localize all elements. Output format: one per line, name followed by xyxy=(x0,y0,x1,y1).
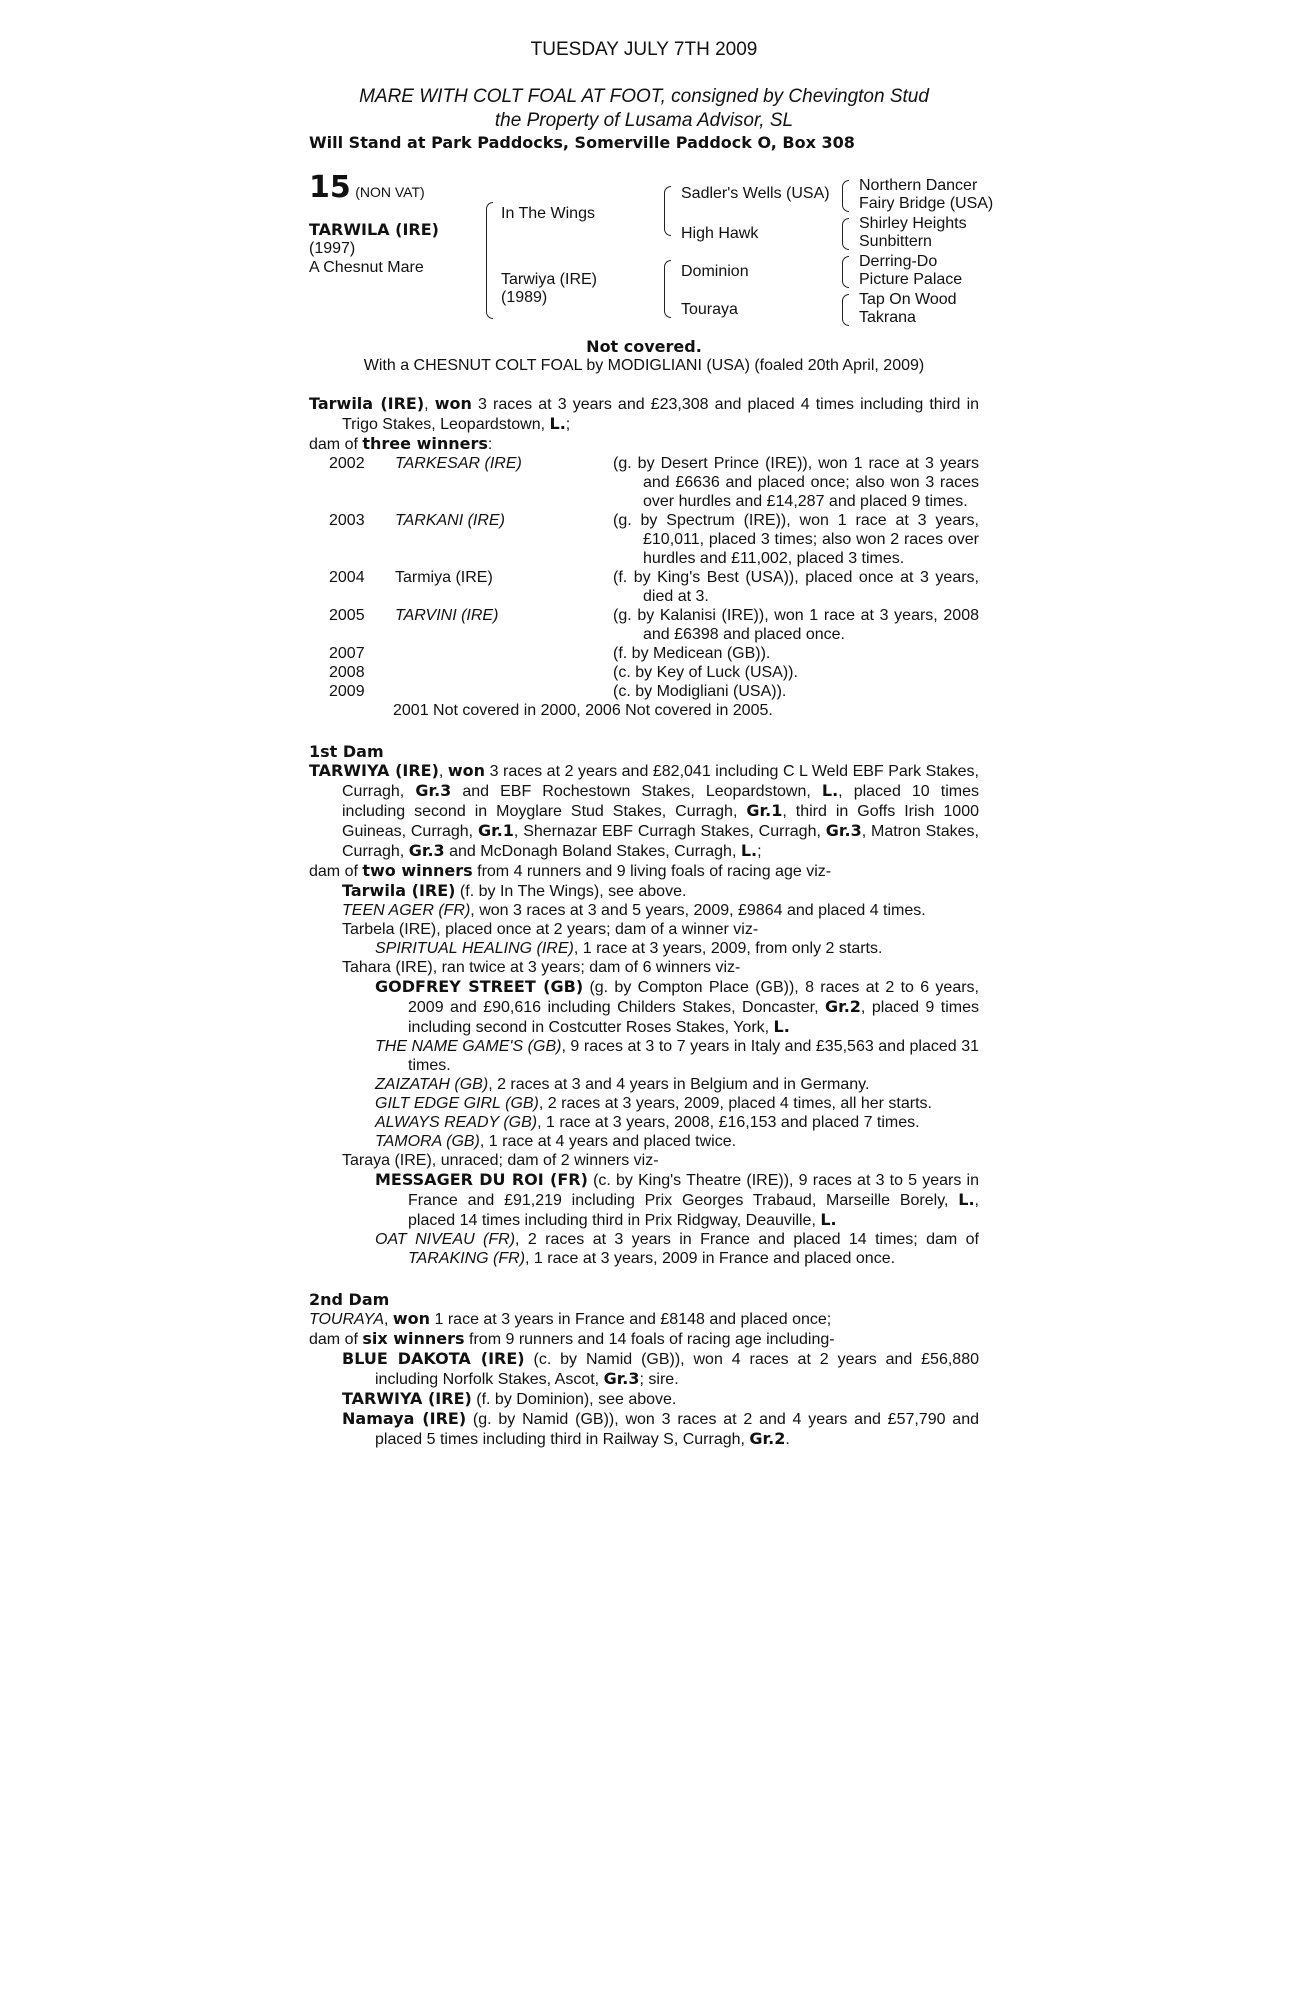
produce-desc: (c. by Key of Luck (USA)). xyxy=(613,664,798,681)
produce-text: (g. by Compton Place (GB)), 8 races at 2 to 6 years, 2009 and £90,616 including Childers Stakes, Doncaster, xyxy=(408,979,980,1016)
grade: Gr.3 xyxy=(603,1369,640,1388)
dam-dam: Touraya xyxy=(681,301,738,318)
sire-line-brace xyxy=(664,186,671,236)
produce-text: (f. by In The Wings), see above. xyxy=(455,883,687,900)
produce-name: ALWAYS READY (GB) xyxy=(375,1114,538,1131)
dam-line-brace xyxy=(664,260,671,318)
dam-of-label: dam of xyxy=(309,863,363,880)
grade: Gr.1 xyxy=(477,821,514,840)
horse-year: (1997) xyxy=(309,240,356,257)
first-dam-record: TARWIYA (IRE), won 3 races at 2 years and £82,041 including C L Weld EBF Park Stakes, Curragh, Gr.3 and EBF Rochestown Stakes, Leopardstown, L., placed 10 times including second in Moyglare Stud Stakes, Curragh, Gr.1, third in Goffs Irish 1000 Guineas, Curragh, Gr.1, Shernazar EBF Curragh Stakes, Curragh, Gr.3, Matron Stakes, Curragh, Gr.3 and McDonagh Boland Stakes, Curragh, L.; xyxy=(309,761,980,860)
consignment-line-2: the Property of Lusama Advisor, SL xyxy=(494,110,794,131)
grade: L. xyxy=(958,1190,975,1209)
grade: Gr.2 xyxy=(749,1429,786,1448)
produce-name: MESSAGER DU ROI (FR) xyxy=(375,1170,588,1189)
produce-desc: (g. by Desert Prince (IRE)), won 1 race at 3 years and £6636 and placed once; also won 3 races over hurdles and £14,287 and placed 9 times. xyxy=(613,455,979,510)
stand-location: Will Stand at Park Paddocks, Somerville Paddock O, Box 308 xyxy=(309,133,855,152)
sd-brace xyxy=(842,218,849,250)
record-text: and McDonagh Boland Stakes, Curragh, xyxy=(444,843,741,860)
produce-text: , 2 races at 3 and 4 years in Belgium and in Germany. xyxy=(488,1076,870,1093)
grade: Gr.1 xyxy=(746,801,783,820)
dam-of-label: dam of xyxy=(309,436,363,453)
horse-name: TARWILA (IRE) xyxy=(309,220,439,239)
winners-colon: : xyxy=(487,436,493,453)
produce-name: Tarwila (IRE) xyxy=(342,881,456,900)
produce-name: TEEN AGER (FR) xyxy=(342,902,471,919)
produce-name: GODFREY STREET (GB) xyxy=(375,977,584,996)
sire-name: In The Wings xyxy=(501,205,595,222)
winners-count: six winners xyxy=(362,1329,465,1348)
record-text: 3 races at 2 years and £82,041 including C L Weld EBF Park Stakes, Curragh, xyxy=(342,763,980,800)
sire-dam: High Hawk xyxy=(681,225,759,242)
record-semicolon: ; xyxy=(565,416,571,433)
ss-brace xyxy=(842,180,849,212)
grade: L. xyxy=(821,781,839,800)
produce-sub-entry xyxy=(309,977,979,1037)
produce-text: , placed 14 times including third in Prix Ridgway, Deauville, xyxy=(408,1192,979,1229)
second-dam-name: TOURAYA xyxy=(309,1311,384,1328)
record-text: and EBF Rochestown Stakes, Leopardstown, xyxy=(451,783,822,800)
horse-description: A Chesnut Mare xyxy=(309,259,424,276)
produce-name: GILT EDGE GIRL (GB) xyxy=(375,1095,539,1112)
dam-dam-dam: Takrana xyxy=(859,309,916,326)
produce-name xyxy=(395,644,613,663)
dam-year: (1989) xyxy=(501,289,548,306)
record-text: 1 race at 3 years in France and £8148 and placed once; xyxy=(430,1311,832,1328)
sale-date: TUESDAY JULY 7TH 2009 xyxy=(530,39,758,60)
produce-note: 2001 Not covered in 2000, 2006 Not covered in 2005. xyxy=(393,702,773,719)
produce-entry xyxy=(309,881,979,901)
produce-text: , won 3 races at 3 and 5 years, 2009, £9864 and placed 4 times. xyxy=(470,902,926,919)
produce-entry xyxy=(309,1389,979,1409)
sire-dam-brace xyxy=(486,202,493,319)
produce-sub-entry xyxy=(309,939,979,958)
produce-year: 2004 xyxy=(329,569,365,586)
produce-name: TARKESAR (IRE) xyxy=(395,455,522,472)
first-dam-name: TARWIYA (IRE) xyxy=(309,761,439,780)
dam-sire-dam: Picture Palace xyxy=(859,271,963,288)
produce-table xyxy=(309,454,979,701)
summary-text: from 4 runners and 9 living foals of racing age viz- xyxy=(472,863,832,880)
grade: Gr.3 xyxy=(408,841,445,860)
produce-entry xyxy=(309,1409,979,1449)
pedigree-block xyxy=(309,170,994,333)
produce-text: (c. by Namid (GB)), won 4 races at 2 years and £56,880 including Norfolk Stakes, Ascot, xyxy=(375,1351,979,1388)
produce-text: , 1 race at 4 years and placed twice. xyxy=(479,1133,737,1150)
produce-name: ZAIZATAH (GB) xyxy=(375,1076,489,1093)
lot-header xyxy=(309,170,425,205)
dam-of-line xyxy=(309,434,979,454)
produce-year: 2007 xyxy=(329,645,365,662)
produce-entry: Tarbela (IRE), placed once at 2 years; dam of a winner viz- xyxy=(342,921,759,938)
record-won: won xyxy=(434,394,472,413)
consignment-line-1: MARE WITH COLT FOAL AT FOOT, consigned by Chevington Stud xyxy=(359,86,929,107)
sire-sire-dam: Fairy Bridge (USA) xyxy=(859,195,994,212)
grade: L. xyxy=(820,1210,837,1229)
dam-sire: Dominion xyxy=(681,263,749,280)
produce-entry xyxy=(309,1349,979,1389)
dam-name: Tarwiya (IRE) xyxy=(501,271,598,288)
produce-name: SPIRITUAL HEALING (IRE) xyxy=(375,940,574,957)
produce-desc: (f. by Medicean (GB)). xyxy=(613,645,771,662)
produce-entry xyxy=(309,901,979,920)
horse-details xyxy=(309,220,439,277)
first-dam-heading: 1st Dam xyxy=(309,742,384,761)
produce-name: BLUE DAKOTA (IRE) xyxy=(342,1349,525,1368)
produce-year: 2005 xyxy=(329,607,365,624)
produce-text: , 1 race at 3 years, 2008, £16,153 and placed 7 times. xyxy=(537,1114,920,1131)
sire-sire-sire: Northern Dancer xyxy=(859,177,978,194)
produce-name xyxy=(395,682,613,701)
produce-name xyxy=(395,663,613,682)
winners-count: three winners xyxy=(362,434,488,453)
ds-brace xyxy=(842,256,849,288)
produce-sub-entry xyxy=(309,1094,979,1113)
produce-desc: (c. by Modigliani (USA)). xyxy=(613,683,787,700)
grade: Gr.3 xyxy=(415,781,452,800)
race-record: Tarwila (IRE), won 3 races at 3 years and £23,308 and placed 4 times including third in Trigo Stakes, Leopardstown, L.; xyxy=(309,394,980,433)
produce-desc: (g. by Kalanisi (IRE)), won 1 race at 3 years, 2008 and £6398 and placed once. xyxy=(613,607,979,643)
record-text: ; xyxy=(757,843,762,860)
produce-sub-entry xyxy=(309,1230,979,1268)
record-listed: L. xyxy=(549,414,566,433)
record-text: , Shernazar EBF Curragh Stakes, Curragh, xyxy=(513,823,826,840)
produce-text: , 2 races at 3 years in France and placed 14 times; dam of xyxy=(515,1231,979,1248)
produce-name: THE NAME GAME'S (GB) xyxy=(375,1038,562,1055)
produce-sub-entry xyxy=(309,1170,979,1230)
second-dam-heading: 2nd Dam xyxy=(309,1290,390,1309)
produce-year: 2008 xyxy=(329,664,365,681)
second-dam-record xyxy=(309,1309,979,1329)
second-dam-won: won xyxy=(392,1309,431,1328)
covering-status: Not covered. xyxy=(586,337,702,356)
catalogue-page xyxy=(309,39,994,1449)
summary-text: from 9 runners and 14 foals of racing age including- xyxy=(464,1331,835,1348)
dam-of-label: dam of xyxy=(309,1331,363,1348)
separator: , xyxy=(383,1311,393,1328)
produce-name: OAT NIVEAU (FR) xyxy=(375,1231,516,1248)
produce-text: (c. by King's Theatre (IRE)), 9 races at 3 to 5 years in France and £91,219 including Prix Georges Trabaud, Marseille Borely, xyxy=(408,1172,980,1209)
record-horse-name: Tarwila (IRE) xyxy=(309,394,425,413)
produce-text: (f. by Dominion), see above. xyxy=(471,1391,677,1408)
produce-year: 2009 xyxy=(329,683,365,700)
grade: Gr.3 xyxy=(825,821,862,840)
sire-sire: Sadler's Wells (USA) xyxy=(681,185,830,202)
produce-name: TARWIYA (IRE) xyxy=(342,1389,472,1408)
foal-info: With a CHESNUT COLT FOAL by MODIGLIANI (USA) (foaled 20th April, 2009) xyxy=(363,357,925,374)
vat-status: (NON VAT) xyxy=(355,184,425,200)
produce-text: , 1 race at 3 years, 2009 in France and placed once. xyxy=(525,1250,896,1267)
lot-number: 15 xyxy=(309,170,351,205)
produce-text: , placed 9 times including second in Costcutter Roses Stakes, York, xyxy=(408,999,979,1036)
produce-text: , 9 races at 3 to 7 years in Italy and £35,563 and placed 31 times. xyxy=(408,1038,979,1074)
produce-year: 2002 xyxy=(329,455,365,472)
first-dam-won: won xyxy=(447,761,486,780)
produce-sub-entry xyxy=(309,1075,979,1094)
produce-name: Namaya (IRE) xyxy=(342,1409,467,1428)
produce-sub-entry xyxy=(309,1132,979,1151)
produce-sub-entry xyxy=(309,1037,979,1075)
produce-text: , 2 races at 3 years, 2009, placed 4 times, all her starts. xyxy=(538,1095,932,1112)
grade: L. xyxy=(740,841,758,860)
record-text: 3 races at 3 years and £23,308 and placed 4 times including third in Trigo Stakes, Leopardstown, xyxy=(342,396,980,433)
record-text: , placed 10 times including second in Moyglare Stud Stakes, Curragh, xyxy=(342,783,979,820)
dam-sire-sire: Derring-Do xyxy=(859,253,938,270)
produce-text: , 1 race at 3 years, 2009, from only 2 starts. xyxy=(573,940,883,957)
produce-entry: Tahara (IRE), ran twice at 3 years; dam of 6 winners viz- xyxy=(342,959,741,976)
produce-name: TARVINI (IRE) xyxy=(395,607,499,624)
record-text: , third in Goffs Irish 1000 Guineas, Curragh, xyxy=(342,803,979,840)
produce-text: . xyxy=(785,1431,790,1448)
sire-dam-dam: Sunbittern xyxy=(859,233,932,250)
produce-name: TARKANI (IRE) xyxy=(395,512,505,529)
record-text: , Matron Stakes, Curragh, xyxy=(342,823,979,860)
sire-dam-sire: Shirley Heights xyxy=(859,215,967,232)
produce-text: ; sire. xyxy=(639,1371,679,1388)
dam-dam-sire: Tap On Wood xyxy=(859,291,957,308)
grade: L. xyxy=(773,1017,790,1036)
produce-entry: Taraya (IRE), unraced; dam of 2 winners viz- xyxy=(342,1152,659,1169)
produce-year: 2003 xyxy=(329,512,365,529)
produce-sub-entry xyxy=(309,1113,979,1132)
produce-desc: (f. by King's Best (USA)), placed once at 3 years, died at 3. xyxy=(613,569,979,605)
grade: Gr.2 xyxy=(824,997,861,1016)
winners-count: two winners xyxy=(362,861,473,880)
produce-name: TARAKING (FR) xyxy=(408,1250,526,1267)
produce-name: TAMORA (GB) xyxy=(375,1133,480,1150)
produce-text: (g. by Namid (GB)), won 3 races at 2 and 4 years and £57,790 and placed 5 times including third in Railway S, Curragh, xyxy=(375,1411,979,1448)
first-dam-produce-summary xyxy=(309,861,979,881)
produce-name: Tarmiya (IRE) xyxy=(395,569,493,586)
produce-desc: (g. by Spectrum (IRE)), won 1 race at 3 years, £10,011, placed 3 times; also won 2 races over hurdles and £11,002, placed 3 times. xyxy=(613,512,979,567)
second-dam-produce-summary xyxy=(309,1329,979,1349)
dd-brace xyxy=(842,294,849,326)
